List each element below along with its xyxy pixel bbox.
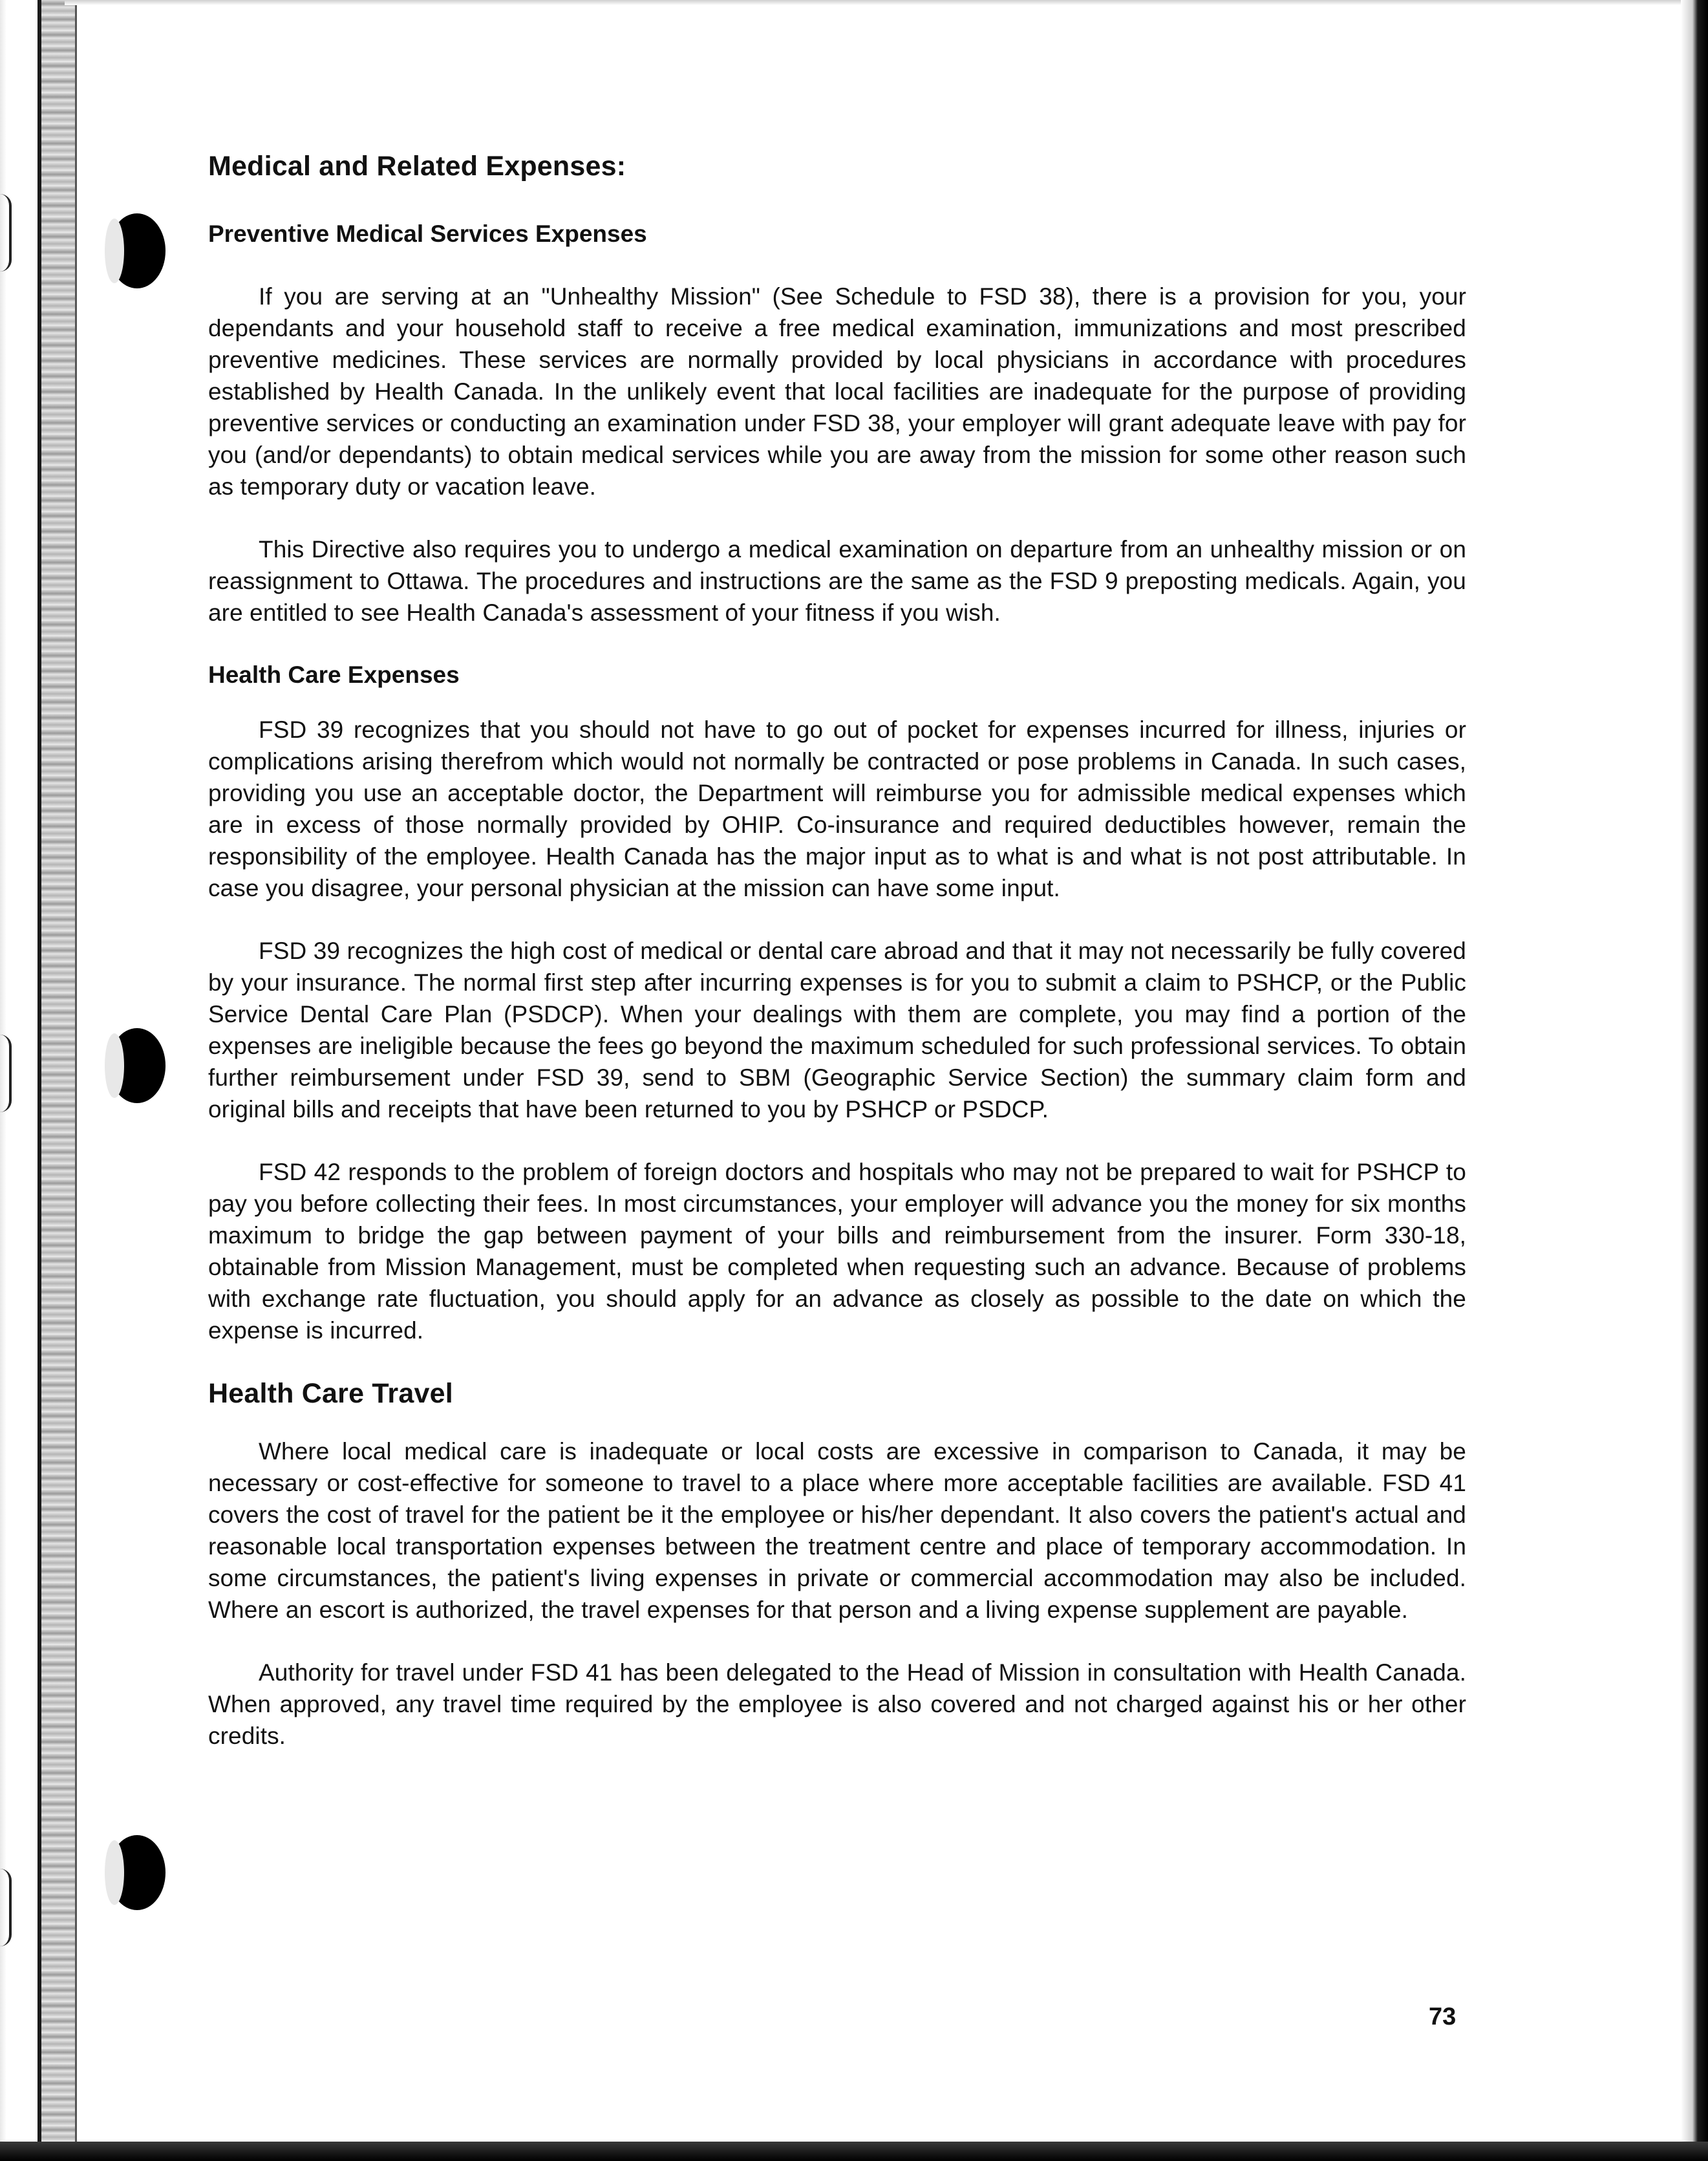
paragraph-unhealthy-mission: If you are serving at an "Unhealthy Mission" (See Schedule to FSD 38), there is a provision for you, your dependants and your household staff to receive a free medical examination, immunizations and most prescribed preventive medicines. These services are normally provided by local physicians in accordance with procedures established by Health Canada. In the unlikely event that local facilities are inadequate for the purpose of providing preventive services or conducting an examination under FSD 38, your employer will grant adequate leave with pay for you (and/or dependants) to obtain medical services while you are away from the mission for some other reason such as temporary duty or vacation leave. bbox=[208, 283, 1466, 500]
heading-health-care-expenses: Health Care Expenses bbox=[208, 661, 460, 688]
main-title: Medical and Related Expenses: bbox=[208, 151, 626, 182]
scan-top-edge bbox=[65, 0, 1681, 5]
scan-right-edge bbox=[1681, 0, 1708, 2161]
punch-hole-top bbox=[109, 213, 165, 288]
scan-bottom-edge bbox=[0, 2142, 1708, 2161]
paragraph-fsd42-advance: FSD 42 responds to the problem of foreign doctors and hospitals who may not be prepared to wait for PSHCP to pay you before collecting their fees. In most circumstances, your employer will advance you the money for six months maximum to bridge the gap between payment of your bills and reimbursement from the insurer. Form 330-18, obtainable from Mission Management, must be completed when requesting such an advance. Because of problems with exchange rate fluctuation, you should apply for an advance as closely as possible to the date on which the expense is incurred. bbox=[208, 1159, 1466, 1344]
heading-health-care-travel: Health Care Travel bbox=[208, 1378, 453, 1410]
heading-preventive-medical: Preventive Medical Services Expenses bbox=[208, 220, 647, 247]
paragraph-fsd39-high-cost: FSD 39 recognizes the high cost of medical or dental care abroad and that it may not necessarily be fully covered by your insurance. The normal first step after incurring expenses is for you to submit a claim to PSHCP, or the Public Service Dental Care Plan (PSDCP). When your dealings with them are complete, you may find a portion of the expenses are ineligible because the fees go beyond the maximum scheduled for such professional services. To obtain further reimbursement under FSD 39, send to SBM (Geographic Service Section) the summary claim form and original bills and receipts that have been returned to you by PSHCP or PSDCP. bbox=[208, 938, 1466, 1123]
punch-hole-middle bbox=[109, 1028, 165, 1103]
edge-mark-bottom bbox=[0, 1869, 12, 1946]
punch-hole-bottom bbox=[109, 1835, 165, 1910]
paragraph-fsd41-authority: Authority for travel under FSD 41 has been delegated to the Head of Mission in consultation with Health Canada. When approved, any travel time required by the employee is also covered and not charged against his or her other credits. bbox=[208, 1659, 1466, 1749]
page-number: 73 bbox=[1429, 2003, 1457, 2030]
binding-strip bbox=[37, 0, 77, 2161]
paragraph-fsd41-travel: Where local medical care is inadequate or local costs are excessive in comparison to Canada, it may be necessary or cost-effective for someone to travel to a place where more acceptable facilities are available. FSD 41 covers the cost of travel for the patient be it the employee or his/her dependant. It also covers the patient's actual and reasonable local transportation expenses between the treatment centre and place of temporary accommodation. In some circumstances, the patient's living expenses in private or commercial accommodation may also be included. Where an escort is authorized, the travel expenses for that person and a living expense supplement are payable. bbox=[208, 1437, 1466, 1623]
paragraph-fsd39-out-of-pocket: FSD 39 recognizes that you should not have to go out of pocket for expenses incurred for illness, injuries or complications arising therefrom which would not normally be contracted or pose problems in Canada. In such cases, providing you use an acceptable doctor, the Department will reimburse you for admissible medical expenses which are in excess of those normally provided by OHIP. Co-insurance and required deductibles however, remain the responsibility of the employee. Health Canada has the major input as to what is and what is not post attributable. In case you disagree, your personal physician at the mission can have some input. bbox=[208, 716, 1466, 902]
edge-mark-top bbox=[0, 194, 12, 272]
edge-mark-middle bbox=[0, 1035, 12, 1112]
page-content bbox=[208, 150, 1466, 1752]
paragraph-departure-medical: This Directive also requires you to undergo a medical examination on departure from an unhealthy mission or on reassignment to Ottawa. The procedures and instructions are the same as the FSD 9 preposting medicals. Again, you are entitled to see Health Canada's assessment of your fitness if you wish. bbox=[208, 535, 1466, 626]
